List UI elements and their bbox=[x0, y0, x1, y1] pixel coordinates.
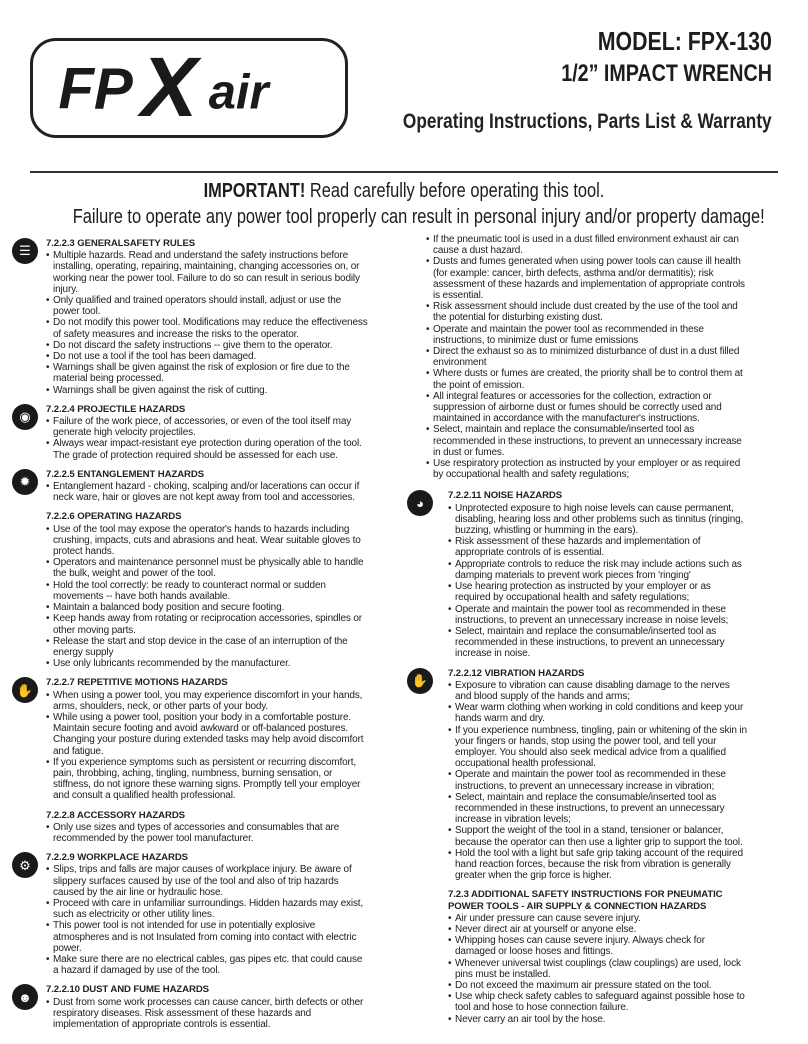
list-item: • Operate and maintain the power tool as recommended in these instructions, to prevent an unnecessary increase in vibration; bbox=[448, 769, 748, 791]
section-title: 7.2.2.5 ENTANGLEMENT HAZARDS bbox=[46, 468, 205, 480]
list-item: • Do not modify this power tool. Modifications may reduce the effectiveness of safety measures and increase the risks to the operator. bbox=[46, 317, 368, 339]
list-item: • Never direct air at yourself or anyone else. bbox=[448, 924, 748, 935]
list-item: • Select, maintain and replace the consumable/inserted tool as recommended in these instructions, to prevent an unnecessary increase in dust or fumes. bbox=[426, 424, 748, 458]
list-item: • Warnings shall be given against the risk of cutting. bbox=[46, 385, 368, 396]
list-item: • Make sure there are no electrical cables, gas pipes etc. that could cause a hazard if damaged by use of the tool. bbox=[46, 954, 368, 976]
list-item: • Air under pressure can cause severe injury. bbox=[448, 913, 748, 924]
list-item: • Operators and maintenance personnel must be physically able to handle the bulk, weight and power of the tool. bbox=[46, 557, 368, 579]
important-line-2: Failure to operate any power tool properly can result in personal injury and/or property damage! bbox=[72, 206, 765, 228]
list-item: • Select, maintain and replace the consumable/inserted tool as recommended in these instructions, to prevent an unnecessary increase in vibration levels; bbox=[448, 792, 748, 826]
ear-protection-icon: ◕ bbox=[407, 490, 433, 516]
section-noise bbox=[412, 490, 748, 659]
list-item: • When using a power tool, you may experience discomfort in your hands, arms, shoulders, neck, or other parts of your body. bbox=[46, 690, 368, 712]
section-workplace bbox=[19, 852, 368, 977]
list-item: • Multiple hazards. Read and understand the safety instructions before installing, operating, repairing, maintaining, changing accessories on, or working near the power tool. Failure to do so can result in serious bodily injury. bbox=[46, 250, 368, 295]
list-item: • Wear warm clothing when working in cold conditions and keep your hands warm and dry. bbox=[448, 702, 748, 724]
list-item: • Where dusts or fumes are created, the priority shall be to control them at the point of emission. bbox=[426, 368, 748, 390]
section-title: 7.2.2.8 ACCESSORY HAZARDS bbox=[46, 809, 185, 821]
section-dust-fume bbox=[18, 984, 368, 1030]
section-title: 7.2.3 ADDITIONAL SAFETY INSTRUCTIONS FOR PNEUMATIC POWER TOOLS - AIR SUPPLY & CONNECTION HAZARDS bbox=[448, 889, 723, 912]
section-projectile bbox=[19, 403, 368, 461]
list-item: • Exposure to vibration can cause disabling damage to the nerves and blood supply of the hands and arms; bbox=[448, 680, 748, 702]
list-item: • Entanglement hazard - choking, scalping and/or lacerations can occur if neck ware, hair or gloves are not kept away from tool and accessories. bbox=[46, 481, 368, 503]
list-item: • Whenever universal twist couplings (claw couplings) are used, lock pins must be installed. bbox=[448, 958, 748, 980]
list-item: • Dusts and fumes generated when using power tools can cause ill health (for example: cancer, birth defects, asthma and/or dermatitis); risk assessment of these hazards and implementation of appropriate controls is essential. bbox=[426, 256, 748, 301]
list-item: • While using a power tool, position your body in a comfortable posture. Maintain secure footing and avoid awkward or off-balanced postures. Changing your posture during extended tasks may help avoid discomfort and fatigue. bbox=[46, 712, 368, 757]
gloves-icon: ✋ bbox=[12, 677, 38, 703]
list-item: • Whipping hoses can cause severe injury. Always check for damaged or loose hoses and fittings. bbox=[448, 935, 748, 957]
list-item: • Use of the tool may expose the operator's hands to hazards including crushing, impacts, cuts and abrasions and heat. Wear suitable gloves to protect hands. bbox=[46, 524, 368, 558]
list-item: • If the pneumatic tool is used in a dust filled environment exhaust air can cause a dust hazard. bbox=[426, 234, 748, 256]
list-item: • Use whip check safety cables to safeguard against possible hose to tool and hose to hose connection failure. bbox=[448, 991, 748, 1013]
workplace-icon: ⚙ bbox=[12, 852, 38, 878]
list-item: • Do not discard the safety instructions -- give them to the operator. bbox=[46, 340, 368, 351]
list-item: • If you experience symptoms such as persistent or recurring discomfort, pain, throbbing, aching, tingling, numbness, burning sensation, or stiffness, do not ignore these warning signs. Promptly tell your employer and consult a qualified health professional. bbox=[46, 757, 368, 802]
list-item: • Keep hands away from rotating or reciprocation accessories, spindles or other moving parts. bbox=[46, 613, 368, 635]
list-item: • Warnings shall be given against the risk of explosion or fire due to the material being processed. bbox=[46, 362, 368, 384]
list-item: • Select, maintain and replace the consumable/inserted tool as recommended in these instructions, to prevent an unnecessary increase in noise. bbox=[448, 626, 748, 660]
list-item: • Release the start and stop device in the case of an interruption of the energy supply bbox=[46, 636, 368, 658]
section-title: 7.2.2.3 GENERALSAFETY RULES bbox=[46, 238, 196, 249]
list-item: • All integral features or accessories for the collection, extraction or suppression of airborne dust or fumes should be correctly used and maintained in accordance with the manufacturer's instructions. bbox=[426, 391, 748, 425]
fpx-air-logo bbox=[30, 38, 348, 138]
right-column bbox=[412, 234, 748, 1033]
product-name: 1/2” IMPACT WRENCH bbox=[561, 60, 772, 87]
section-vibration bbox=[412, 668, 748, 882]
list-item: • Use respiratory protection as instructed by your employer or as required by occupational health and safety regulations; bbox=[426, 458, 748, 480]
section-title: 7.2.2.12 VIBRATION HAZARDS bbox=[448, 667, 585, 679]
important-line-1 bbox=[73, 178, 736, 204]
model-block bbox=[515, 24, 772, 90]
important-label: IMPORTANT! bbox=[203, 180, 306, 202]
list-item: • Support the weight of the tool in a stand, tensioner or balancer, because the operator can then use a lighter grip to support the tool. bbox=[448, 825, 748, 847]
respirator-icon: ☻ bbox=[12, 984, 38, 1010]
list-item: • If you experience numbness, tingling, pain or whitening of the skin in your fingers or hands, stop using the power tool, and tell your employer. You should also seek medical advice from a qualified occupational health professional. bbox=[448, 725, 748, 770]
list-item: • Only use sizes and types of accessories and consumables that are recommended by the power tool manufacturer. bbox=[46, 822, 368, 844]
logo-graphic bbox=[33, 41, 345, 135]
section-dust-fume-continued bbox=[412, 234, 748, 480]
section-title: 7.2.2.10 DUST AND FUME HAZARDS bbox=[46, 984, 209, 996]
list-item: • Do not use a tool if the tool has been damaged. bbox=[46, 351, 368, 362]
list-item: • Operate and maintain the power tool as recommended in these instructions, to minimize dust or fume emissions bbox=[426, 324, 748, 346]
list-item: • Unprotected exposure to high noise levels can cause permanent, disabling, hearing loss and other problems such as tinnitus (ringing, buzzing, whistling or humming in the ears). bbox=[448, 503, 748, 537]
list-item: • Dust from some work processes can cause cancer, birth defects or other respiratory diseases. Risk assessment of these hazards and implementation of appropriate controls is essential. bbox=[46, 997, 368, 1031]
section-title: 7.2.2.4 PROJECTILE HAZARDS bbox=[46, 403, 186, 415]
section-general-safety bbox=[19, 238, 368, 396]
list-item: • This power tool is not intended for use in potentially explosive atmospheres and is not Insulated from coming into contact with electric power. bbox=[46, 920, 368, 954]
section-accessory bbox=[32, 810, 368, 845]
list-item: • Use only lubricants recommended by the manufacturer. bbox=[46, 658, 368, 669]
vibration-icon: ✋ bbox=[407, 668, 433, 694]
section-title: 7.2.2.7 REPETITIVE MOTIONS HAZARDS bbox=[46, 677, 228, 689]
header-divider bbox=[30, 171, 778, 173]
entanglement-icon: ✹ bbox=[12, 469, 38, 495]
list-item: • Direct the exhaust so as to minimized disturbance of dust in a dust filled environment bbox=[426, 346, 748, 368]
list-item: • Risk assessment of these hazards and implementation of appropriate controls of is essential. bbox=[448, 536, 748, 558]
doc-subtitle: Operating Instructions, Parts List & Warranty bbox=[403, 110, 772, 133]
list-item: • Failure of the work piece, of accessories, or even of the tool itself may generate high velocity projectiles. bbox=[46, 416, 368, 438]
section-title: 7.2.2.11 NOISE HAZARDS bbox=[448, 490, 563, 502]
eye-protection-icon: ◉ bbox=[12, 404, 38, 430]
list-item: • Always wear impact-resistant eye protection during operation of the tool. The grade of protection required should be assessed for each use. bbox=[46, 438, 368, 460]
logo-x-text: X bbox=[141, 41, 198, 135]
list-item: • Slips, trips and falls are major causes of workplace injury. Be aware of slippery surfaces caused by use of the tool and also of trip hazards caused by the air line or hydraulic hose. bbox=[46, 864, 368, 898]
model-number: MODEL: FPX-130 bbox=[597, 26, 772, 56]
list-item: • Never carry an air tool by the hose. bbox=[448, 1014, 748, 1025]
list-item: • Maintain a balanced body position and secure footing. bbox=[46, 602, 368, 613]
list-item: • Do not exceed the maximum air pressure stated on the tool. bbox=[448, 980, 748, 991]
logo-fp-text: FP bbox=[58, 56, 133, 122]
section-title: 7.2.2.6 OPERATING HAZARDS bbox=[46, 511, 182, 523]
section-operating bbox=[32, 511, 368, 669]
section-pneumatic-air-supply bbox=[412, 889, 748, 1024]
left-column bbox=[16, 238, 368, 1038]
section-title: 7.2.2.9 WORKPLACE HAZARDS bbox=[46, 852, 188, 864]
read-manual-icon: ☰ bbox=[12, 238, 38, 264]
list-item: • Hold the tool with a light but safe grip taking account of the required hand reaction forces, because the risk from vibration is generally greater when the grip force is higher. bbox=[448, 848, 748, 882]
list-item: • Operate and maintain the power tool as recommended in these instructions, to prevent an unnecessary increase in noise levels; bbox=[448, 604, 748, 626]
important-notice bbox=[0, 178, 808, 230]
list-item: • Only qualified and trained operators should install, adjust or use the power tool. bbox=[46, 295, 368, 317]
important-line-1-rest: Read carefully before operating this tool. bbox=[305, 180, 605, 202]
list-item: • Appropriate controls to reduce the risk may include actions such as damping materials to prevent work pieces from 'ringing' bbox=[448, 559, 748, 581]
list-item: • Use hearing protection as instructed by your employer or as required by occupational health and safety regulations; bbox=[448, 581, 748, 603]
section-entanglement bbox=[19, 468, 368, 504]
list-item: • Proceed with care in unfamiliar surroundings. Hidden hazards may exist, such as electricity or other utility lines. bbox=[46, 898, 368, 920]
section-repetitive-motions bbox=[16, 677, 368, 802]
list-item: • Risk assessment should include dust created by the use of the tool and the potential for disturbing existing dust. bbox=[426, 301, 748, 323]
list-item: • Hold the tool correctly: be ready to counteract normal or sudden movements -- have both hands available. bbox=[46, 580, 368, 602]
logo-air-text: air bbox=[208, 65, 269, 120]
